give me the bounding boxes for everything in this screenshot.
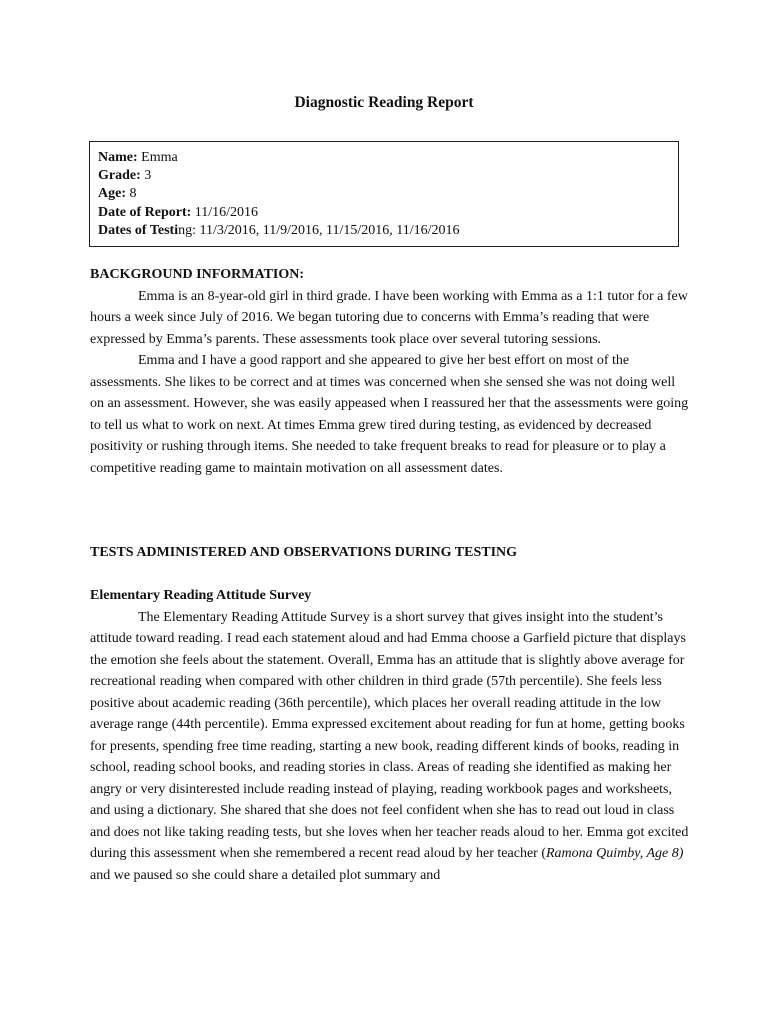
age-value: 8	[126, 186, 137, 202]
report-date-value: 11/16/2016	[191, 204, 259, 220]
attitude-survey-section	[90, 585, 690, 886]
background-paragraph-2: Emma and I have a good rapport and she appeared to give her best effort on most of the assessments. She likes to be correct and at times was concerned when she sensed she was not doing well on an assessment. However, she was easily appeased when I reassured her that the assessments were going to tell us what to work on next. At times Emma grew tired during testing, as evidenced by decreased positivity or rushing through items. She needed to take frequent breaks to read for pleasure or to play a competitive reading game to maintain motivation on all assessment dates.	[90, 353, 689, 476]
book-title: Ramona Quimby, Age 8)	[545, 846, 684, 861]
age-label: Age:	[98, 186, 126, 202]
student-info-box	[89, 141, 679, 247]
background-heading: BACKGROUND INFORMATION:	[90, 267, 305, 282]
background-paragraph-1: Emma is an 8-year-old girl in third grade. I have been working with Emma as a 1:1 tutor for a few hours a week since July of 2016. We began tutoring due to concerns with Emma’s reading that were expressed by Emma’s parents. These assessments took place over several tutoring sessions.	[90, 288, 688, 347]
attitude-survey-text-2: and we paused so she could share a detailed plot summary and	[90, 867, 441, 883]
attitude-survey-heading-part-a: Elementary Reading Attitud	[90, 588, 260, 603]
tests-section	[90, 542, 690, 564]
attitude-survey-text-1: The Elementary Reading Attitude Survey is a short survey that gives insight into the student’s attitude toward reading. I read each statement aloud and had Emma choose a Garfield picture that displays the emotion she feels about the statement. Overall, Emma has an attitude that is slightly above average for recreational reading when compared with other children in third grade (57th percentile). She feels less positive about academic reading (36th percentile), which places her overall reading attitude in the low average range (44th percentile). Emma expressed excitement about reading for fun at home, getting books for presents, spending free time reading, starting a new book, reading different kinds of books, reading in school, reading school books, and reading stories in class. Areas of reading she identified as making her angry or very disinterested include reading instead of playing, reading workbook pages and worksheets, and using a dictionary. She shared that she does not feel confident when she has to read out loud in class and does not like taking reading tests, but she loves when her teacher reads aloud to her. Emma got excited during this assessment when she remembered a recent read aloud by her teacher (	[90, 609, 689, 861]
info-row-testing-dates	[98, 222, 678, 240]
testing-dates-value: ng: 11/3/2016, 11/9/2016, 11/15/2016, 11/16/2016	[178, 222, 460, 238]
info-row-grade	[98, 167, 678, 185]
report-title: Diagnostic Reading Report	[294, 94, 474, 111]
name-value: Emma	[137, 150, 178, 165]
attitude-survey-heading	[90, 585, 690, 607]
testing-dates-label: Dates of Testi	[98, 222, 179, 238]
tests-heading: TESTS ADMINISTERED AND OBSERVATIONS DURING TESTING	[90, 545, 518, 560]
attitude-survey-heading-part-b: e Survey	[259, 588, 312, 603]
info-row-report-date	[98, 204, 678, 222]
report-date-label: Date of Report:	[98, 204, 192, 220]
attitude-survey-paragraph	[90, 607, 690, 887]
grade-value: 3	[140, 168, 152, 184]
name-label: Name:	[98, 150, 138, 165]
background-section	[90, 264, 690, 479]
grade-label: Grade:	[98, 168, 141, 184]
info-row-name	[98, 149, 678, 167]
info-row-age	[98, 185, 678, 203]
